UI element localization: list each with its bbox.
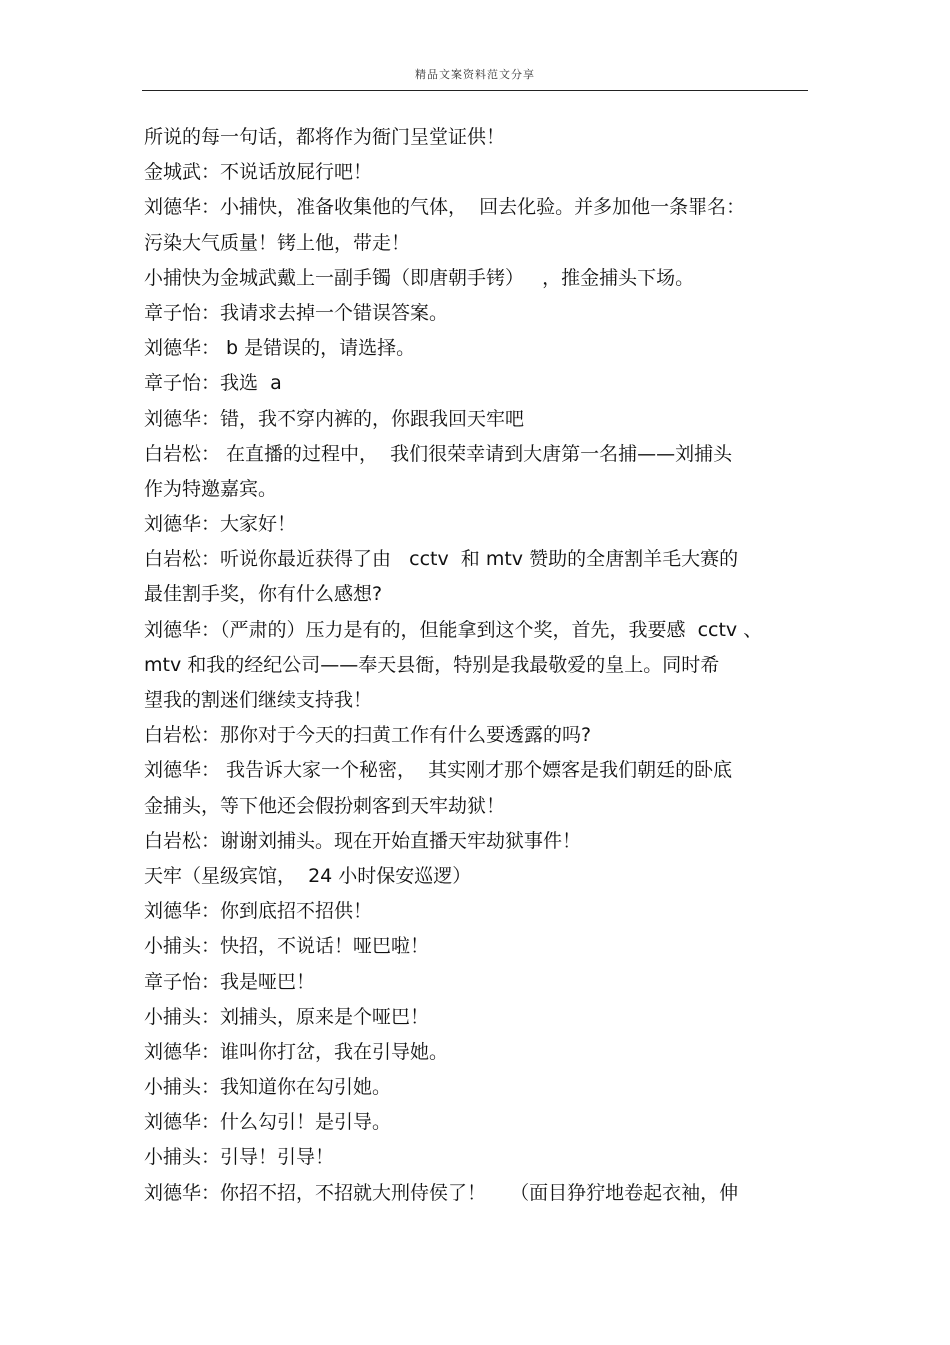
- text-line: 刘德华： b 是错误的，请选择。: [144, 337, 416, 360]
- text-line: 金城武：不说话放屁行吧！: [144, 161, 373, 184]
- text-line: 望我的割迷们继续支持我！: [144, 689, 373, 711]
- text-line: 小捕头：刘捕头，原来是个哑巴！: [144, 1005, 430, 1028]
- text-line: 白岩松：听说你最近获得了由 cctv 和 mtv 赞助的全唐割羊毛大赛的: [144, 548, 739, 571]
- text-line: 所说的每一句话，都将作为衙门呈堂证供！: [144, 126, 506, 148]
- text-line: 白岩松：谢谢刘捕头。现在开始直播天牢劫狱事件！: [144, 829, 582, 852]
- text-line: 污染大气质量！铐上他，带走！: [144, 231, 411, 254]
- text-line: 最佳割手奖，你有什么感想?: [144, 583, 383, 606]
- text-line: 刘德华： 我告诉大家一个秘密， 其实刚才那个嫖客是我们朝廷的卧底: [144, 759, 733, 782]
- text-line: 小捕快为金城武戴上一副手镯（即唐朝手铐） ，推金捕头下场。: [144, 266, 695, 289]
- text-line: 金捕头，等下他还会假扮刺客到天牢劫狱！: [144, 794, 506, 817]
- text-line: mtv 和我的经纪公司——奉天县衙，特别是我最敬爱的皇上。同时希: [144, 653, 720, 676]
- document-body: [144, 120, 814, 1211]
- text-line: 作为特邀嘉宾。: [144, 477, 278, 500]
- text-line: 白岩松： 在直播的过程中， 我们很荣幸请到大唐第一名捕——刘捕头: [144, 442, 733, 465]
- text-line: 刘德华：什么勾引！是引导。: [144, 1111, 392, 1134]
- text-line: 刘德华：谁叫你打岔，我在引导她。: [144, 1040, 449, 1063]
- text-line: 白岩松：那你对于今天的扫黄工作有什么要透露的吗?: [144, 724, 592, 747]
- text-line: 刘德华：小捕快，准备收集他的气体， 回去化验。并多加他一条罪名：: [144, 196, 746, 219]
- text-line: 刘德华：错，我不穿内裤的，你跟我回天牢吧: [144, 407, 525, 430]
- text-line: 刘德华：你招不招，不招就大刑侍侯了！ （面目狰狞地卷起衣袖，伸: [144, 1181, 739, 1204]
- text-line: 刘德华：大家好！: [144, 513, 297, 536]
- text-line: 天牢（星级宾馆， 24 小时保安巡逻）: [144, 864, 472, 887]
- text-line: 刘德华：你到底招不招供！: [144, 900, 373, 923]
- text-line: 刘德华：（严肃的）压力是有的，但能拿到这个奖，首先，我要感 cctv 、: [144, 618, 763, 641]
- header-divider: [142, 90, 808, 91]
- text-line: 小捕头：快招，不说话！哑巴啦！: [144, 935, 430, 958]
- text-line: 小捕头：引导！引导！: [144, 1146, 335, 1169]
- text-line: 小捕头：我知道你在勾引她。: [144, 1076, 392, 1099]
- text-line: 章子怡：我是哑巴！: [144, 970, 316, 993]
- text-line: 章子怡：我选 a: [144, 372, 282, 395]
- page-header: 精品文案资料范文分享: [415, 68, 535, 81]
- text-line: 章子怡：我请求去掉一个错误答案。: [144, 301, 449, 324]
